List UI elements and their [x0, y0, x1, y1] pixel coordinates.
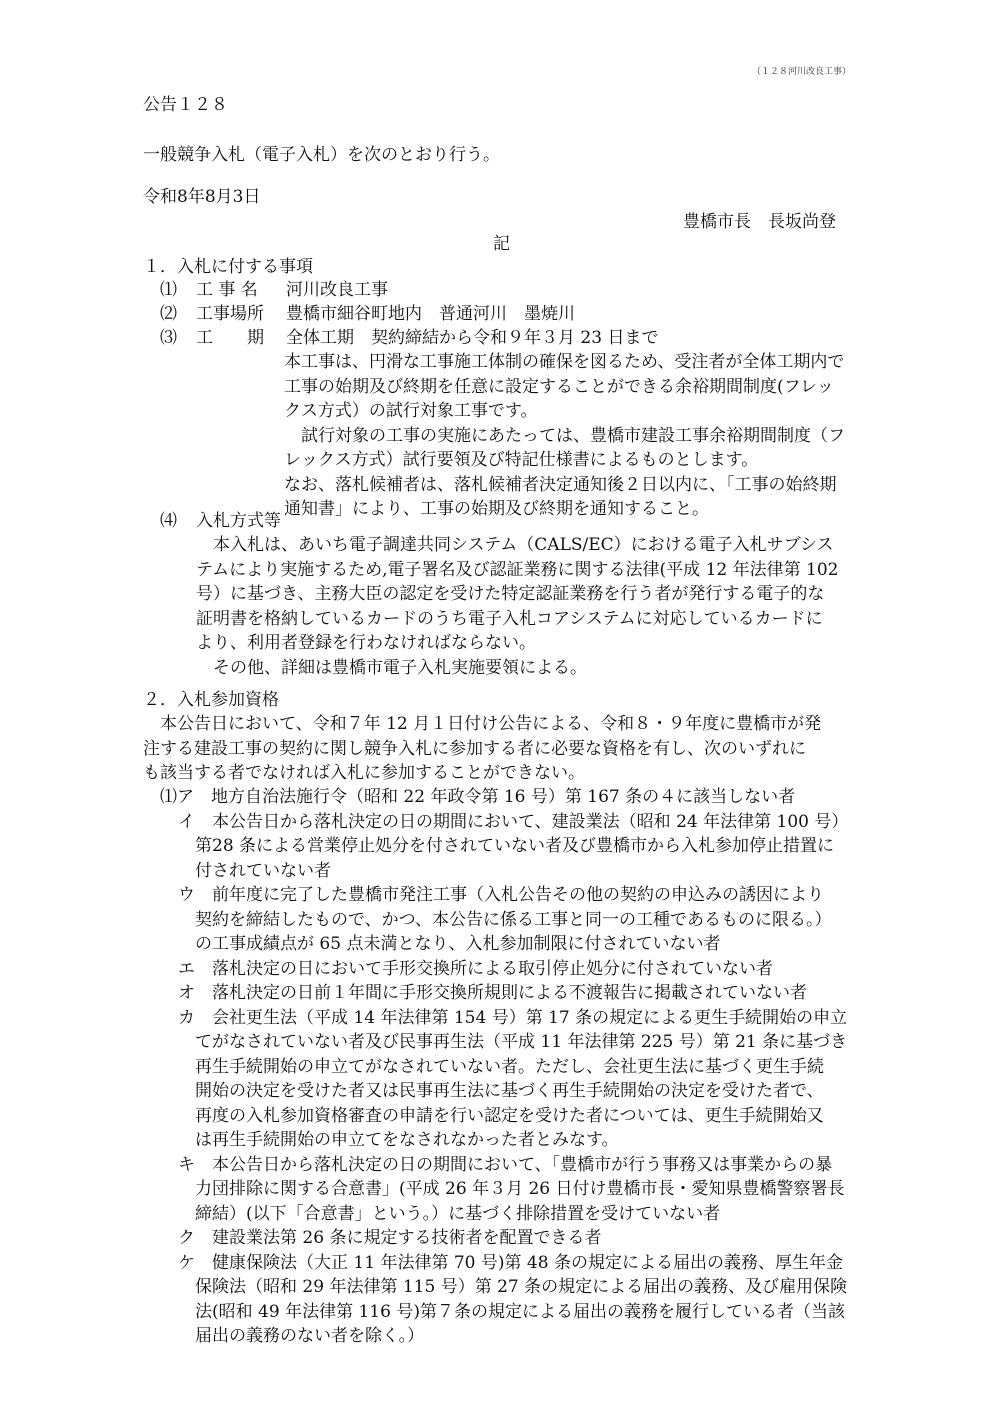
paragraph-line: 本工事は、円滑な工事施工体制の確保を図るため、受注者が全体工期内で [284, 352, 845, 372]
paragraph-line: 試行対象の工事の実施にあたっては、豊橋市建設工事余裕期間制度（フ [284, 425, 845, 446]
paragraph-line: 注する建設工事の契約に関し競争入札に参加する者に必要な資格を有し、次のいずれに [143, 738, 806, 759]
list-item: ク 建設業法第 26 条に規定する技術者を配置できる者 [178, 1228, 602, 1248]
list-item-group [160, 810, 848, 1349]
paragraph-line: より、利用者登録を行わなければならない。 [196, 633, 536, 653]
notice-ki: 記 [493, 234, 510, 254]
notice-issuer: 豊橋市長 長坂尚登 [683, 212, 836, 232]
list-item: の工事成績点が 65 点未満となり、入札参加制限に付されていない者 [178, 934, 721, 954]
list-item: 開始の決定を受けた者又は民事再生法に基づく再生手続開始の決定を受けた者で、 [178, 1081, 824, 1101]
list-item: 付されていない者 [178, 860, 331, 881]
list-item: ケ 健康保険法（大正 11 年法律第 70 号)第 48 条の規定による届出の義務、厚生年金 [178, 1252, 843, 1273]
item-4-label: 入札方式等 [196, 511, 281, 531]
paragraph-line: レックス方式）試行要領及び特記仕様書によるものとします。 [284, 450, 759, 470]
paragraph-line: も該当する者でなければ入札に参加することができない。 [143, 763, 585, 783]
notice-intro: 一般競争入札（電子入札）を次のとおり行う。 [143, 145, 500, 165]
item-3-label: 工 期 [196, 328, 264, 348]
paragraph-line: テムにより実施するため,電子署名及び認証業務に関する法律(平成 12 年法律第 102 [196, 559, 839, 580]
paragraph-line: 本入札は、あいち電子調達共同システム（CALS/EC）における電子入札サブシス [196, 535, 834, 555]
paragraph-line: 工事の始期及び終期を任意に設定することができる余裕期間制度(フレッ [284, 376, 834, 397]
paragraph-line: 号）に基づき、主務大臣の認定を受けた特定認証業務を行う者が発行する電子的な [196, 584, 825, 604]
list-item: カ 会社更生法（平成 14 年法律第 154 号）第 17 条の規定による更生手続開始の申立 [178, 1007, 848, 1028]
list-item: 締結）(以下「合意書」という。）に基づく排除措置を受けていない者 [178, 1203, 721, 1224]
item-4-paragraph [196, 533, 838, 680]
list-item: 再度の入札参加資格審査の申請を行い認定を受けた者については、更生手続開始又 [178, 1105, 824, 1126]
item-2-label: 工事場所 [196, 304, 264, 324]
item-1-value: 河川改良工事 [286, 280, 388, 300]
list-item: 再生手続開始の申立てがなされていない者。ただし、会社更生法に基づく更生手続 [178, 1056, 824, 1077]
item-3-value: 全体工期 契約締結から令和９年３月 23 日まで [286, 328, 659, 348]
list-item: オ 落札決定の日前１年間に手形交換所規則による不渡報告に掲載されていない者 [178, 983, 807, 1003]
notice-number: 公告１２８ [143, 95, 228, 115]
paragraph-line: なお、落札候補者は、落札候補者決定通知後２日以内に、「工事の始終期 [284, 474, 837, 495]
item-2-value: 豊橋市細谷町地内 普通河川 墨焼川 [286, 304, 575, 324]
paragraph-line: その他、詳細は豊橋市電子入札実施要領による。 [196, 657, 587, 678]
item-1-mark: ⑴ [160, 280, 177, 300]
list-item: イ 本公告日から落札決定の日の期間において、建設業法（昭和 24 年法律第 100 号） [178, 811, 849, 832]
list-item: は再生手続開始の申立てをなされなかった者とみなす。 [178, 1130, 619, 1150]
list-item: てがなされていない者及び民事再生法（平成 11 年法律第 225 号）第 21 条に基づき [178, 1032, 848, 1052]
list-item: キ 本公告日から落札決定の日の期間において、「豊橋市が行う事務又は事業からの暴 [178, 1154, 833, 1175]
paragraph-line: クス方式）の試行対象工事です。 [284, 401, 538, 421]
list-item: ⑴ア 地方自治法施行令（昭和 22 年政令第 16 号）第 167 条の４に該当しない者 [160, 787, 796, 807]
header-label: （１２８河川改良工事） [752, 67, 852, 77]
notice-date: 令和8年8月3日 [143, 187, 261, 207]
item-4-mark: ⑷ [160, 511, 177, 531]
list-item: 届出の義務のない者を除く。） [178, 1326, 425, 1346]
item-3-paragraph [284, 350, 845, 522]
list-item: ウ 前年度に完了した豊橋市発注工事（入札公告その他の契約の申込みの誘因により [178, 885, 824, 905]
list-item: 保険法（昭和 29 年法律第 115 号）第 27 条の規定による届出の義務、及び雇用保険 [178, 1277, 848, 1297]
section-2-intro [143, 712, 821, 786]
section-2-title: ２．入札参加資格 [143, 690, 279, 710]
paragraph-line: 証明書を格納しているカードのうち電子入札コアシステムに対応しているカードに [196, 608, 823, 629]
item-1-label: 工 事 名 [196, 280, 258, 300]
list-item: 契約を締結したもので、かつ、本公告に係る工事と同一の工種であるものに限る。） [178, 909, 832, 930]
section-1-title: １．入札に付する事項 [143, 257, 313, 277]
paragraph-line: 本公告日において、令和７年 12 月１日付け公告による、令和８・９年度に豊橋市が発 [143, 714, 822, 734]
paragraph-line: 通知書」により、工事の始期及び終期を通知すること。 [284, 499, 709, 519]
qualification-list [160, 785, 848, 1349]
list-item: 法(昭和 49 年法律第 116 号)第７条の規定による届出の義務を履行している者（当該 [178, 1301, 845, 1322]
list-item: 第28 条による営業停止処分を付されていない者及び豊橋市から入札参加停止措置に [178, 836, 835, 856]
list-item: 力団排除に関する合意書」(平成 26 年３月 26 日付け豊橋市長・愛知県豊橋警察署長 [178, 1179, 845, 1199]
item-2-mark: ⑵ [160, 304, 177, 324]
item-3-mark: ⑶ [160, 328, 177, 348]
list-item: エ 落札決定の日において手形交換所による取引停止処分に付されていない者 [178, 958, 773, 979]
